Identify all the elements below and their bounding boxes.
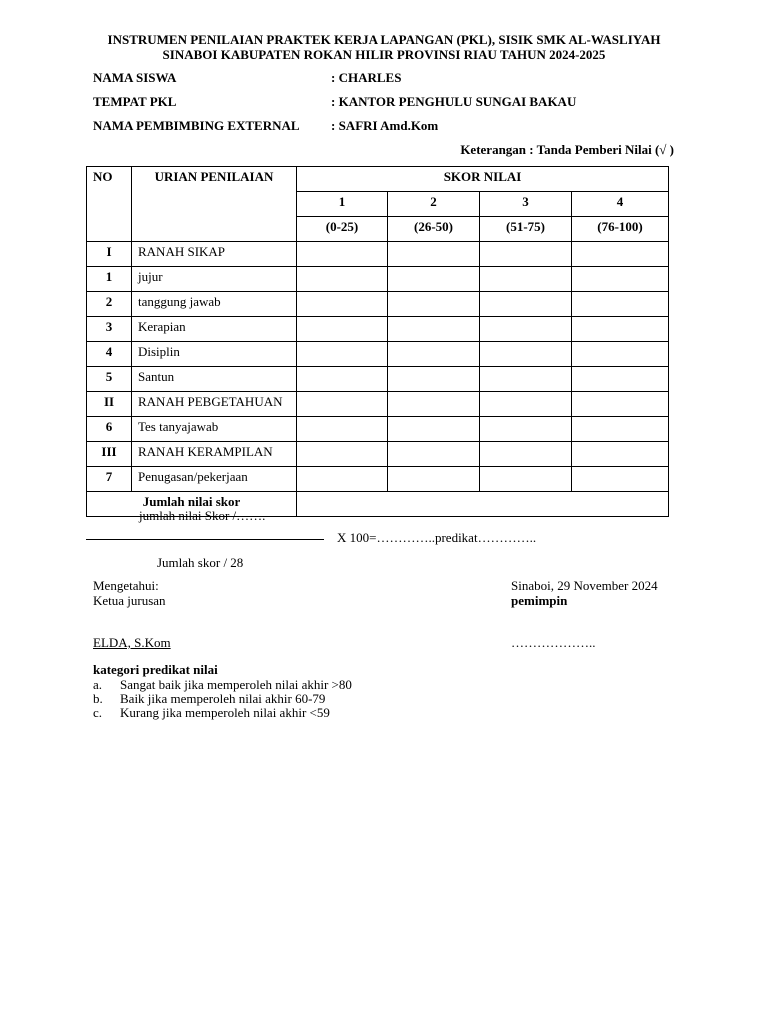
- score-cell[interactable]: [480, 467, 572, 492]
- score-cell[interactable]: [572, 292, 669, 317]
- sign-left-line2: Ketua jurusan: [93, 593, 166, 608]
- row-text: Tes tanyajawab: [132, 417, 297, 442]
- score-cell[interactable]: [572, 267, 669, 292]
- row-no: I: [87, 242, 132, 267]
- kategori-heading: kategori predikat nilai: [93, 662, 218, 677]
- score-cell[interactable]: [297, 317, 388, 342]
- score-cell[interactable]: [572, 442, 669, 467]
- formula-denominator: Jumlah skor / 28: [157, 555, 244, 570]
- table-row: [87, 367, 669, 392]
- row-text: tanggung jawab: [132, 292, 297, 317]
- list-item: [93, 705, 330, 721]
- table-row: [87, 467, 669, 492]
- score-cell[interactable]: [388, 467, 480, 492]
- score-cell[interactable]: [297, 392, 388, 417]
- score-cell[interactable]: [572, 417, 669, 442]
- score-cell[interactable]: [388, 342, 480, 367]
- score-cell[interactable]: [572, 467, 669, 492]
- score-cell[interactable]: [572, 317, 669, 342]
- keterangan-note: Keterangan : Tanda Pemberi Nilai (√ ): [460, 142, 674, 157]
- score-cell[interactable]: [480, 392, 572, 417]
- row-no: 1: [87, 267, 132, 292]
- score-cell[interactable]: [297, 292, 388, 317]
- score-cell[interactable]: [480, 417, 572, 442]
- score-cell[interactable]: [388, 367, 480, 392]
- info-label-pembimbing: NAMA PEMBIMBING EXTERNAL: [93, 118, 300, 133]
- list-item-text: Sangat baik jika memperoleh nilai akhir >80: [120, 677, 352, 692]
- total-value-cell[interactable]: [297, 492, 669, 517]
- score-range-1: (0-25): [297, 217, 388, 242]
- score-cell[interactable]: [572, 342, 669, 367]
- list-item-label: b.: [93, 691, 103, 706]
- row-text: Disiplin: [132, 342, 297, 367]
- table-row: [87, 267, 669, 292]
- title-line-1: INSTRUMEN PENILAIAN PRAKTEK KERJA LAPANGAN (PKL), SISIK SMK AL-WASLIYAH: [107, 32, 661, 47]
- score-cell[interactable]: [572, 242, 669, 267]
- list-item-label: c.: [93, 705, 103, 720]
- score-cell[interactable]: [480, 342, 572, 367]
- header-urian: URIAN PENILAIAN: [132, 167, 297, 242]
- score-cell[interactable]: [480, 267, 572, 292]
- formula-numerator: jumlah nilai Skor /…….: [139, 508, 266, 523]
- score-cell[interactable]: [297, 467, 388, 492]
- score-cell[interactable]: [388, 317, 480, 342]
- table-row: [87, 442, 669, 467]
- row-no: 5: [87, 367, 132, 392]
- score-cell[interactable]: [388, 417, 480, 442]
- info-value-nama-siswa: : CHARLES: [331, 70, 402, 85]
- sign-right-name: ………………..: [511, 635, 596, 650]
- table-row: [87, 242, 669, 267]
- row-text: RANAH SIKAP: [132, 242, 297, 267]
- sign-right-line1: Sinaboi, 29 November 2024: [511, 578, 658, 593]
- score-cell[interactable]: [480, 242, 572, 267]
- row-no: III: [87, 442, 132, 467]
- table-row: [87, 392, 669, 417]
- score-cell[interactable]: [297, 417, 388, 442]
- list-item-label: a.: [93, 677, 103, 692]
- table-row: [87, 417, 669, 442]
- score-cell[interactable]: [480, 292, 572, 317]
- document-title: [0, 32, 768, 62]
- row-no: 4: [87, 342, 132, 367]
- title-line-2: SINABOI KABUPATEN ROKAN HILIR PROVINSI RIAU TAHUN 2024-2025: [162, 47, 606, 62]
- row-text: RANAH PEBGETAHUAN: [132, 392, 297, 417]
- score-col-3: 3: [480, 192, 572, 217]
- score-range-2: (26-50): [388, 217, 480, 242]
- score-cell[interactable]: [572, 367, 669, 392]
- table-row: [87, 292, 669, 317]
- list-item-text: Baik jika memperoleh nilai akhir 60-79: [120, 691, 326, 706]
- score-cell[interactable]: [388, 267, 480, 292]
- score-col-2: 2: [388, 192, 480, 217]
- score-cell[interactable]: [297, 342, 388, 367]
- row-no: II: [87, 392, 132, 417]
- row-no: 2: [87, 292, 132, 317]
- info-label-nama-siswa: NAMA SISWA: [93, 70, 177, 85]
- row-no: 3: [87, 317, 132, 342]
- score-cell[interactable]: [297, 367, 388, 392]
- table-row: [87, 317, 669, 342]
- row-text: Kerapian: [132, 317, 297, 342]
- info-value-tempat-pkl: : KANTOR PENGHULU SUNGAI BAKAU: [331, 94, 577, 109]
- total-label: Jumlah nilai skor: [87, 492, 297, 517]
- info-value-pembimbing: : SAFRI Amd.Kom: [331, 118, 439, 133]
- score-col-1: 1: [297, 192, 388, 217]
- score-cell[interactable]: [388, 292, 480, 317]
- score-cell[interactable]: [297, 442, 388, 467]
- score-cell[interactable]: [297, 242, 388, 267]
- formula-multiplier: X 100=…………..predikat…………..: [337, 530, 537, 545]
- sign-right-line2: pemimpin: [511, 593, 568, 608]
- fraction-line: [86, 539, 324, 540]
- score-cell[interactable]: [572, 392, 669, 417]
- row-text: RANAH KERAMPILAN: [132, 442, 297, 467]
- assessment-table: [86, 166, 669, 517]
- sign-left-name: ELDA, S.Kom: [93, 635, 171, 650]
- score-range-4: (76-100): [572, 217, 669, 242]
- row-text: Santun: [132, 367, 297, 392]
- row-text: jujur: [132, 267, 297, 292]
- score-cell[interactable]: [388, 442, 480, 467]
- row-no: 7: [87, 467, 132, 492]
- header-no: NO: [87, 167, 132, 242]
- score-cell[interactable]: [388, 242, 480, 267]
- score-col-4: 4: [572, 192, 669, 217]
- score-cell[interactable]: [388, 392, 480, 417]
- score-range-3: (51-75): [480, 217, 572, 242]
- row-no: 6: [87, 417, 132, 442]
- row-text: Penugasan/pekerjaan: [132, 467, 297, 492]
- sign-left-line1: Mengetahui:: [93, 578, 159, 593]
- table-row: [87, 342, 669, 367]
- score-cell[interactable]: [480, 367, 572, 392]
- score-cell[interactable]: [297, 267, 388, 292]
- list-item-text: Kurang jika memperoleh nilai akhir <59: [120, 705, 330, 720]
- header-skor-nilai: SKOR NILAI: [297, 167, 669, 192]
- info-label-tempat-pkl: TEMPAT PKL: [93, 94, 177, 109]
- score-cell[interactable]: [480, 442, 572, 467]
- score-cell[interactable]: [480, 317, 572, 342]
